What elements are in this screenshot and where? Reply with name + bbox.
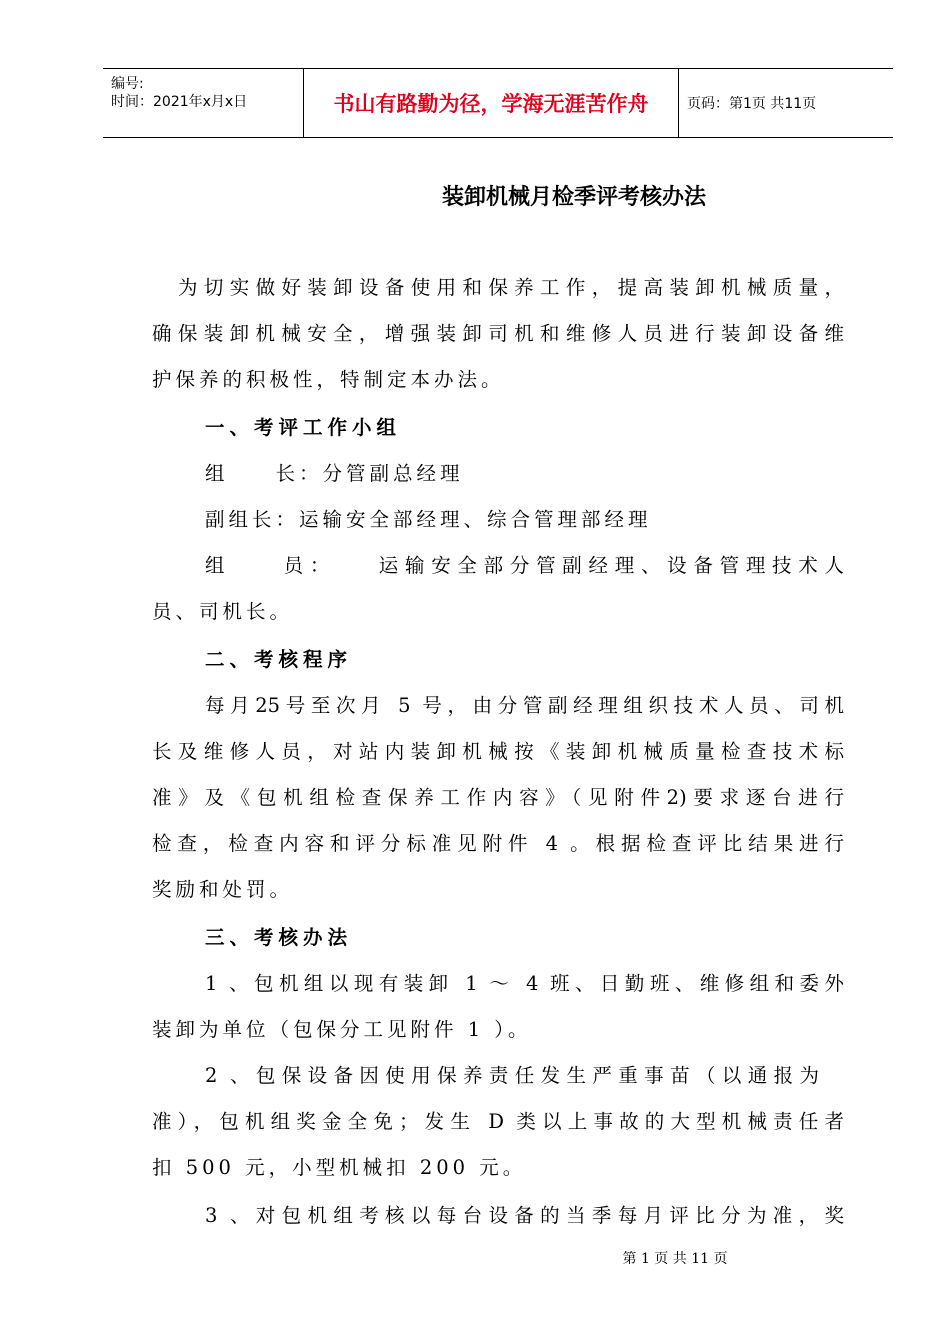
body-line: 3 、对包机组考核以每台设备的当季每月评比分为准，奖	[205, 1204, 844, 1227]
body-line: 装卸为单位（包保分工见附件 1 ）。	[152, 1018, 532, 1041]
body-line: 组 长：分管副总经理	[205, 462, 464, 485]
page-info: 页码：第1页 共11页	[687, 96, 817, 112]
motto: 书山有路勤为径，学海无涯苦作舟	[304, 69, 679, 137]
body-line: 奖励和处罚。	[152, 878, 294, 901]
body-line: 准》及《包机组检查保养工作内容》（见附件2)要求逐台进行	[152, 786, 844, 809]
body-line: 为切实做好装卸设备使用和保养工作，提高装卸机械质量，	[178, 276, 844, 299]
section-heading-2: 二、考核程序	[205, 648, 353, 671]
section-heading-1: 一、考评工作小组	[205, 416, 402, 439]
document-title: 装卸机械月检季评考核办法	[441, 185, 706, 210]
body-line: 检查，检查内容和评分标准见附件 4 。根据检查评比结果进行	[152, 832, 844, 855]
header-meta-cell	[103, 69, 304, 137]
body-line: 副组长：运输安全部经理、综合管理部经理	[205, 508, 652, 531]
body-line: 每月25号至次月 5 号，由分管副经理组织技术人员、司机	[205, 694, 844, 717]
body-line: 组 员： 运输安全部分管副经理、设备管理技术人	[205, 554, 844, 577]
body-line: 长及维修人员，对站内装卸机械按《装卸机械质量检查技术标	[152, 740, 844, 763]
number-label: 编号:	[111, 76, 144, 92]
header-table	[103, 68, 893, 138]
body-line: 员、司机长。	[152, 600, 294, 623]
body-line: 2 、包保设备因使用保养责任发生严重事苗（以通报为	[205, 1064, 819, 1087]
body-line: 确保装卸机械安全，增强装卸司机和维修人员进行装卸设备维	[152, 322, 844, 345]
page-footer: 第 1 页 共 11 页	[622, 1251, 728, 1267]
body-line: 扣 500 元，小型机械扣 200 元。	[152, 1156, 527, 1179]
body-line: 1 、包机组以现有装卸 1 ～ 4 班、日勤班、维修组和委外	[205, 972, 844, 995]
body-line: 护保养的积极性，特制定本办法。	[152, 368, 505, 391]
time-label: 时间：2021年x月x日	[111, 94, 248, 110]
body-line: 准），包机组奖金全免；发生 D 类以上事故的大型机械责任者	[152, 1110, 844, 1133]
section-heading-3: 三、考核办法	[205, 926, 353, 949]
